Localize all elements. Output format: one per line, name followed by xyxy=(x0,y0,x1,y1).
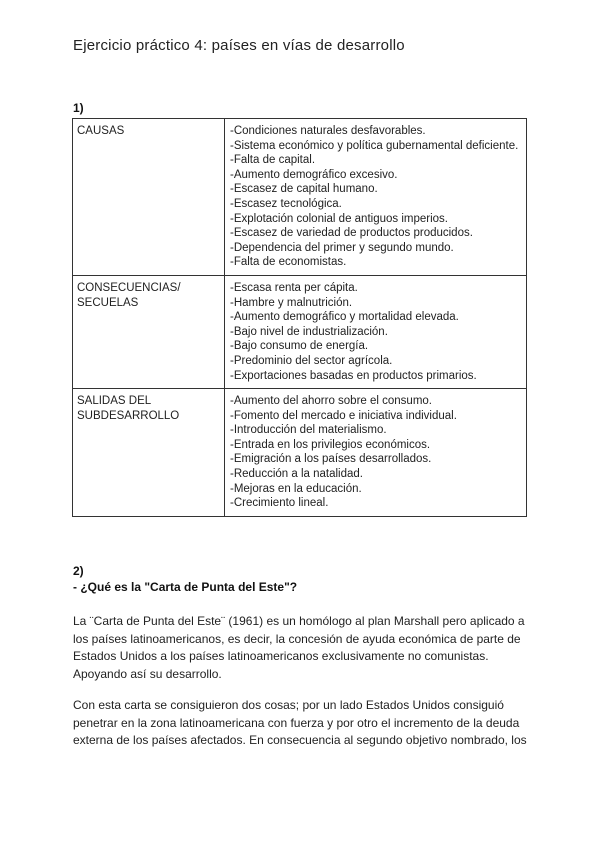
list-item: -Exportaciones basadas en productos primarios. xyxy=(230,369,477,382)
list-item: -Reducción a la natalidad. xyxy=(230,468,363,481)
table-row xyxy=(73,389,527,517)
list-item: -Dependencia del primer y segundo mundo. xyxy=(230,241,454,254)
row-items xyxy=(225,275,527,388)
list-item: -Sistema económico y política gubernamental deficiente. xyxy=(230,139,519,152)
list-item: -Aumento del ahorro sobre el consumo. xyxy=(230,395,432,408)
list-item: -Crecimiento lineal. xyxy=(230,497,329,510)
paragraph-1: La ¨Carta de Punta del Este¨ (1961) es un homólogo al plan Marshall pero aplicado a los países latinoamericanos, es decir, la concesión de ayuda económica de parte de Estados Unidos a los países latinoamericanos exclusivamente no comunistas. Apoyando así su desarrollo. xyxy=(73,614,525,681)
list-item: -Condiciones naturales desfavorables. xyxy=(230,125,426,137)
list-item: -Aumento demográfico y mortalidad elevada. xyxy=(230,311,459,324)
section-1-number: 1) xyxy=(73,101,84,115)
causes-table xyxy=(72,118,527,517)
list-item: -Escasez de capital humano. xyxy=(230,183,378,196)
list-item: -Bajo consumo de energía. xyxy=(230,340,369,353)
list-item: -Escasez de variedad de productos producidos. xyxy=(230,227,473,240)
row-label: CAUSAS xyxy=(73,119,225,276)
list-item: -Escasez tecnológica. xyxy=(230,197,342,210)
list-item: -Falta de capital. xyxy=(230,154,316,167)
list-item: -Mejoras en la educación. xyxy=(230,482,362,495)
paragraph-2: Con esta carta se consiguieron dos cosas; por un lado Estados Unidos consiguió penetrar en la zona latinoamericana con fuerza y por otro el incremento de la deuda externa de los países afectados. En consecuencia al segundo objetivo nombrado, los xyxy=(73,698,527,747)
row-items xyxy=(225,389,527,517)
list-item: -Escasa renta per cápita. xyxy=(230,281,358,294)
list-item: -Fomento del mercado e iniciativa individual. xyxy=(230,409,457,422)
list-item: -Entrada en los privilegios económicos. xyxy=(230,438,431,451)
row-label: SALIDAS DEL SUBDESARROLLO xyxy=(73,389,225,517)
row-label: CONSECUENCIAS/ SECUELAS xyxy=(73,275,225,388)
list-item: -Bajo nivel de industrialización. xyxy=(230,325,388,338)
table-row xyxy=(73,119,527,276)
row-items xyxy=(225,119,527,276)
list-item: -Explotación colonial de antiguos imperios. xyxy=(230,212,448,225)
list-item: -Falta de economistas. xyxy=(230,256,347,269)
list-item: -Introducción del materialismo. xyxy=(230,424,387,437)
table-row xyxy=(73,275,527,388)
list-item: -Aumento demográfico excesivo. xyxy=(230,168,398,181)
section-2-number: 2) xyxy=(73,564,84,578)
list-item: -Predominio del sector agrícola. xyxy=(230,354,393,367)
list-item: -Emigración a los países desarrollados. xyxy=(230,453,432,466)
section-2-question: - ¿Qué es la "Carta de Punta del Este"? xyxy=(73,580,298,594)
document-title: Ejercicio práctico 4: países en vías de desarrollo xyxy=(73,37,405,54)
list-item: -Hambre y malnutrición. xyxy=(230,296,353,309)
